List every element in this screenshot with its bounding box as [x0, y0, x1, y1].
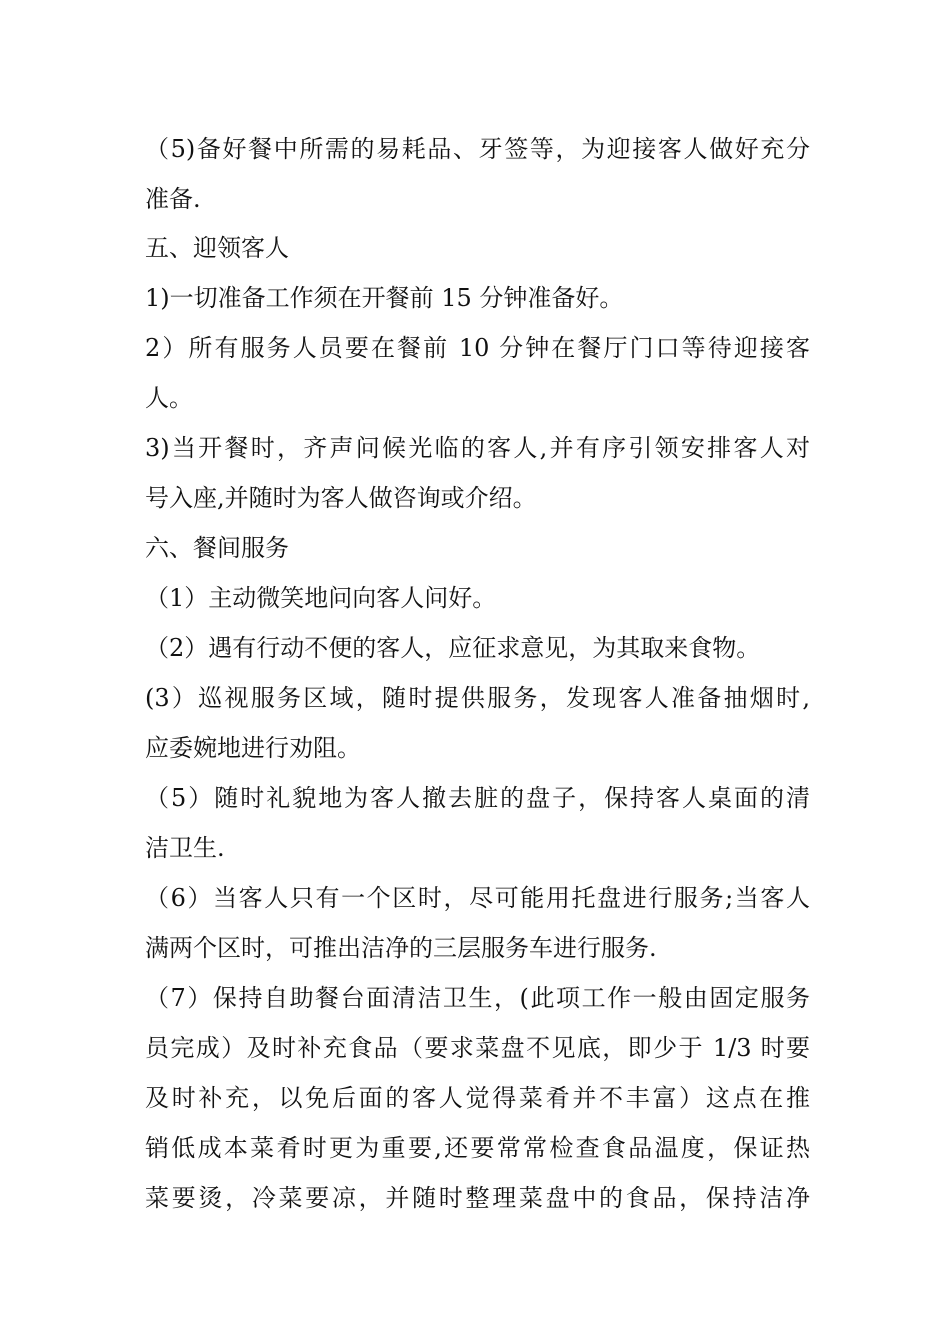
text-line: 1)一切准备工作须在开餐前 15 分钟准备好。 [145, 284, 624, 312]
text-line: 号入座,并随时为客人做咨询或介绍。 [145, 484, 537, 512]
text-line: 3)当开餐时，齐声问候光临的客人,并有序引领安排客人对 [145, 434, 810, 462]
text-line: 准备. [145, 185, 201, 213]
text-line: （6）当客人只有一个区时，尽可能用托盘进行服务;当客人 [145, 884, 810, 912]
text-line: 满两个区时，可推出洁净的三层服务车进行服务. [145, 934, 657, 962]
section-heading: 五、迎领客人 [145, 234, 289, 262]
text-line: 销低成本菜肴时更为重要,还要常常检查食品温度，保证热 [145, 1134, 810, 1162]
text-line: 2）所有服务人员要在餐前 10 分钟在餐厅门口等待迎接客 [145, 334, 810, 362]
text-line: 员完成）及时补充食品（要求菜盘不见底，即少于 1/3 时要 [145, 1034, 810, 1062]
text-line: （7）保持自助餐台面清洁卫生，(此项工作一般由固定服务 [145, 984, 810, 1012]
text-line: 及时补充，以免后面的客人觉得菜肴并不丰富）这点在推 [145, 1084, 810, 1112]
text-line: 菜要烫，冷菜要凉，并随时整理菜盘中的食品，保持洁净 [145, 1184, 810, 1212]
text-line: （5)备好餐中所需的易耗品、牙签等，为迎接客人做好充分 [145, 135, 810, 163]
text-line: 应委婉地进行劝阻。 [145, 734, 361, 762]
text-line: (3）巡视服务区域，随时提供服务，发现客人准备抽烟时, [145, 684, 810, 712]
section-heading: 六、餐间服务 [145, 534, 289, 562]
text-line: 洁卫生. [145, 834, 225, 862]
text-line: 人。 [145, 384, 193, 412]
text-line: （1）主动微笑地问向客人问好。 [145, 584, 497, 612]
text-line: （2）遇有行动不便的客人，应征求意见，为其取来食物。 [145, 634, 761, 662]
text-line: （5）随时礼貌地为客人撤去脏的盘子，保持客人桌面的清 [145, 784, 810, 812]
